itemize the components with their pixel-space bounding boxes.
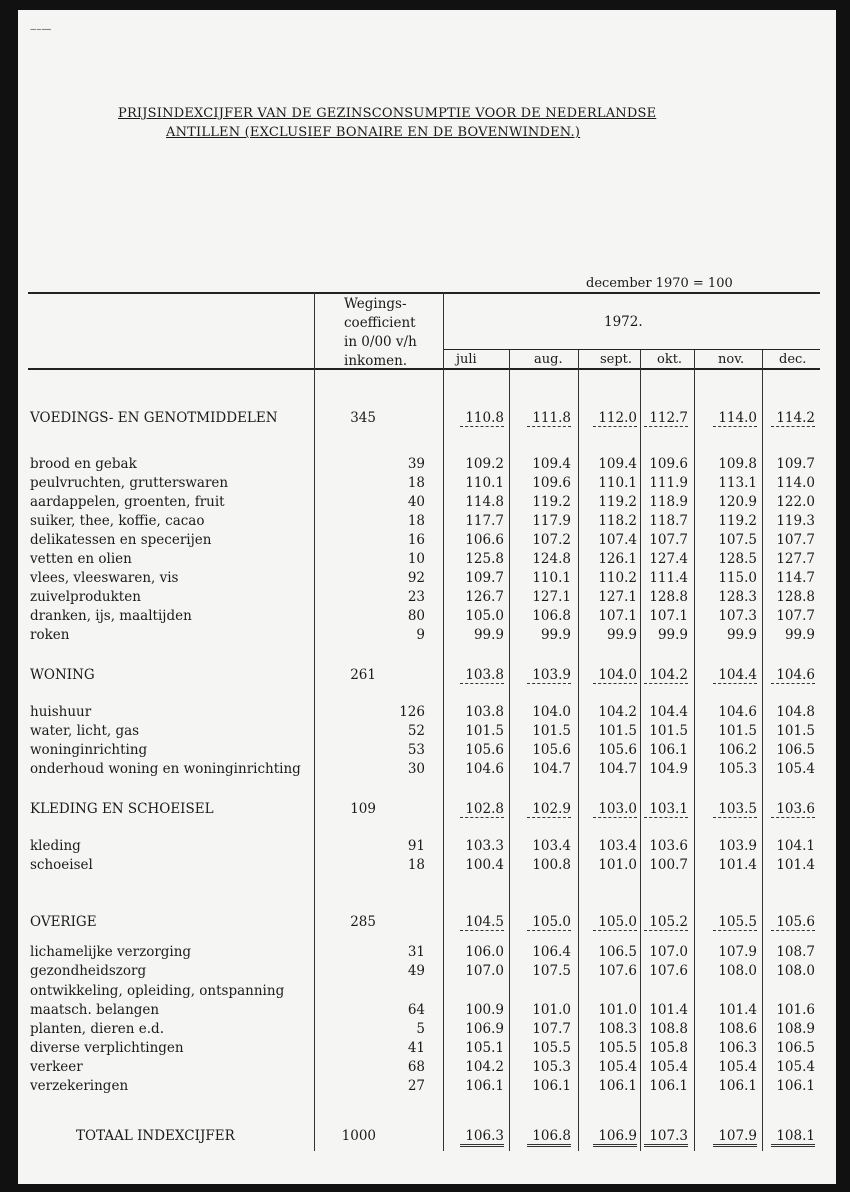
value-cell: 126.7 — [465, 589, 504, 605]
col-rule-nov — [694, 350, 695, 1151]
weight-cell: 1000 — [341, 1128, 376, 1144]
value-cell: 108.8 — [649, 1021, 688, 1037]
value-cell: 99.9 — [726, 627, 757, 643]
value-cell: 105.6 — [771, 914, 815, 931]
value-cell: 108.0 — [776, 963, 815, 979]
value-cell: 127.7 — [776, 551, 815, 567]
value-cell: 104.9 — [649, 761, 688, 777]
value-cell: 112.7 — [644, 410, 688, 427]
value-cell: 103.9 — [718, 838, 757, 854]
value-cell: 107.0 — [465, 963, 504, 979]
weight-cell: 39 — [407, 456, 425, 472]
value-cell: 107.9 — [713, 1128, 757, 1147]
value-cell: 107.1 — [598, 608, 637, 624]
value-cell: 106.1 — [649, 1078, 688, 1094]
value-cell: 104.1 — [776, 838, 815, 854]
value-cell: 107.7 — [776, 608, 815, 624]
value-cell: 114.0 — [713, 410, 757, 427]
value-cell: 111.8 — [527, 410, 571, 427]
value-cell: 101.5 — [649, 723, 688, 739]
value-cell: 106.8 — [527, 1128, 571, 1147]
row-label: verzekeringen — [30, 1078, 129, 1094]
value-cell: 103.4 — [532, 838, 571, 854]
weight-cell: 16 — [407, 532, 425, 548]
value-cell: 105.6 — [598, 742, 637, 758]
weight-cell: 9 — [416, 627, 425, 643]
value-cell: 107.7 — [649, 532, 688, 548]
col-rule-aug — [509, 350, 510, 1151]
value-cell: 106.1 — [465, 1078, 504, 1094]
value-cell: 103.9 — [527, 667, 571, 684]
value-cell: 109.4 — [598, 456, 637, 472]
weight-cell: 18 — [407, 513, 425, 529]
value-cell: 117.9 — [532, 513, 571, 529]
value-cell: 109.4 — [532, 456, 571, 472]
value-cell: 109.2 — [465, 456, 504, 472]
row-label: huishuur — [30, 704, 92, 720]
value-cell: 106.1 — [776, 1078, 815, 1094]
value-cell: 103.6 — [649, 838, 688, 854]
value-cell: 107.3 — [644, 1128, 688, 1147]
value-cell: 120.9 — [718, 494, 757, 510]
value-cell: 106.6 — [465, 532, 504, 548]
value-cell: 106.0 — [465, 944, 504, 960]
value-cell: 101.5 — [598, 723, 637, 739]
weight-cell: 10 — [407, 551, 425, 567]
value-cell: 107.3 — [718, 608, 757, 624]
value-cell: 99.9 — [540, 627, 571, 643]
weight-cell: 109 — [350, 801, 376, 817]
value-cell: 107.9 — [718, 944, 757, 960]
value-cell: 105.4 — [718, 1059, 757, 1075]
value-cell: 102.9 — [527, 801, 571, 818]
category-label: KLEDING EN SCHOEISEL — [30, 801, 214, 817]
category-label: TOTAAL INDEXCIJFER — [76, 1128, 235, 1144]
value-cell: 118.9 — [649, 494, 688, 510]
value-cell: 110.1 — [598, 475, 637, 491]
value-cell: 127.1 — [532, 589, 571, 605]
weight-cell: 92 — [407, 570, 425, 586]
category-label: VOEDINGS- EN GENOTMIDDELEN — [30, 410, 278, 426]
title-line-2: ANTILLEN (EXCLUSIEF BONAIRE EN DE BOVENWINDEN.) — [166, 125, 581, 140]
value-cell: 99.9 — [784, 627, 815, 643]
value-cell: 101.0 — [598, 857, 637, 873]
weight-cell: 23 — [407, 589, 425, 605]
value-cell: 118.2 — [598, 513, 637, 529]
value-cell: 105.0 — [527, 914, 571, 931]
value-cell: 117.7 — [465, 513, 504, 529]
value-cell: 104.2 — [644, 667, 688, 684]
value-cell: 115.0 — [718, 570, 757, 586]
value-cell: 100.8 — [532, 857, 571, 873]
row-label: brood en gebak — [30, 456, 137, 472]
row-label: zuivelprodukten — [30, 589, 141, 605]
weight-cell: 345 — [350, 410, 376, 426]
row-label: maatsch. belangen — [30, 1002, 160, 1018]
category-label: OVERIGE — [30, 914, 97, 930]
value-cell: 108.9 — [776, 1021, 815, 1037]
value-cell: 104.2 — [598, 704, 637, 720]
value-cell: 101.5 — [718, 723, 757, 739]
row-label: woninginrichting — [30, 742, 148, 758]
value-cell: 104.0 — [532, 704, 571, 720]
value-cell: 107.1 — [649, 608, 688, 624]
value-cell: 101.0 — [598, 1002, 637, 1018]
value-cell: 106.1 — [718, 1078, 757, 1094]
value-cell: 110.1 — [532, 570, 571, 586]
value-cell: 109.7 — [776, 456, 815, 472]
value-cell: 108.1 — [771, 1128, 815, 1147]
weight-cell: 30 — [407, 761, 425, 777]
row-label: lichamelijke verzorging — [30, 944, 192, 960]
value-cell: 99.9 — [606, 627, 637, 643]
row-label: delikatessen en specerijen — [30, 532, 212, 548]
value-cell: 104.7 — [598, 761, 637, 777]
value-cell: 128.8 — [649, 589, 688, 605]
value-cell: 108.6 — [718, 1021, 757, 1037]
weight-header-4: inkomen. — [344, 353, 408, 369]
weight-header-1: Wegings- — [344, 296, 407, 312]
table-header-rule — [28, 368, 820, 370]
value-cell: 106.1 — [598, 1078, 637, 1094]
row-label: kleding — [30, 838, 81, 854]
row-label: ontwikkeling, opleiding, ontspanning — [30, 983, 285, 999]
value-cell: 106.9 — [465, 1021, 504, 1037]
month-rule — [443, 349, 820, 350]
value-cell: 108.3 — [598, 1021, 637, 1037]
value-cell: 118.7 — [649, 513, 688, 529]
value-cell: 107.7 — [776, 532, 815, 548]
value-cell: 105.0 — [465, 608, 504, 624]
month-header: nov. — [718, 352, 745, 367]
value-cell: 104.6 — [718, 704, 757, 720]
value-cell: 127.4 — [649, 551, 688, 567]
value-cell: 106.5 — [598, 944, 637, 960]
row-label: dranken, ijs, maaltijden — [30, 608, 192, 624]
row-label: gezondheidszorg — [30, 963, 147, 979]
month-header: sept. — [600, 352, 633, 367]
col-rule-okt — [640, 350, 641, 1151]
value-cell: 106.3 — [460, 1128, 504, 1147]
row-label: vetten en olien — [30, 551, 132, 567]
value-cell: 114.0 — [776, 475, 815, 491]
value-cell: 101.5 — [465, 723, 504, 739]
weight-cell: 27 — [407, 1078, 425, 1094]
value-cell: 105.4 — [649, 1059, 688, 1075]
value-cell: 100.7 — [649, 857, 688, 873]
row-label: planten, dieren e.d. — [30, 1021, 164, 1037]
value-cell: 101.5 — [776, 723, 815, 739]
value-cell: 111.9 — [649, 475, 688, 491]
value-cell: 119.3 — [776, 513, 815, 529]
value-cell: 102.8 — [460, 801, 504, 818]
value-cell: 105.6 — [465, 742, 504, 758]
value-cell: 105.3 — [532, 1059, 571, 1075]
row-label: onderhoud woning en woninginrichting — [30, 761, 301, 777]
value-cell: 99.9 — [657, 627, 688, 643]
value-cell: 106.5 — [776, 742, 815, 758]
value-cell: 105.2 — [644, 914, 688, 931]
weight-cell: 18 — [407, 475, 425, 491]
value-cell: 105.4 — [776, 1059, 815, 1075]
value-cell: 101.6 — [776, 1002, 815, 1018]
value-cell: 105.3 — [718, 761, 757, 777]
value-cell: 103.5 — [713, 801, 757, 818]
value-cell: 109.6 — [532, 475, 571, 491]
weight-cell: 31 — [407, 944, 425, 960]
weight-cell: 126 — [399, 704, 425, 720]
value-cell: 125.8 — [465, 551, 504, 567]
table-top-rule — [28, 292, 820, 294]
weight-cell: 18 — [407, 857, 425, 873]
value-cell: 107.7 — [532, 1021, 571, 1037]
value-cell: 105.6 — [532, 742, 571, 758]
value-cell: 110.8 — [460, 410, 504, 427]
value-cell: 106.5 — [776, 1040, 815, 1056]
value-cell: 107.0 — [649, 944, 688, 960]
weight-header-3: in 0/00 v/h — [344, 334, 417, 350]
value-cell: 105.8 — [649, 1040, 688, 1056]
value-cell: 107.5 — [718, 532, 757, 548]
value-cell: 104.6 — [771, 667, 815, 684]
row-label: suiker, thee, koffie, cacao — [30, 513, 205, 529]
value-cell: 103.8 — [465, 704, 504, 720]
value-cell: 109.7 — [465, 570, 504, 586]
weight-header-2: coefficient — [344, 315, 416, 331]
category-label: WONING — [30, 667, 95, 683]
col-rule-dec — [762, 350, 763, 1151]
value-cell: 128.3 — [718, 589, 757, 605]
value-cell: 126.1 — [598, 551, 637, 567]
month-header: aug. — [534, 352, 563, 367]
value-cell: 100.4 — [465, 857, 504, 873]
value-cell: 114.2 — [771, 410, 815, 427]
value-cell: 119.2 — [532, 494, 571, 510]
value-cell: 109.8 — [718, 456, 757, 472]
month-header: juli — [456, 352, 477, 367]
weight-cell: 64 — [407, 1002, 425, 1018]
value-cell: 103.6 — [771, 801, 815, 818]
row-label: diverse verplichtingen — [30, 1040, 184, 1056]
col-rule-sept — [578, 350, 579, 1151]
value-cell: 101.0 — [532, 1002, 571, 1018]
value-cell: 106.1 — [649, 742, 688, 758]
value-cell: 103.0 — [593, 801, 637, 818]
value-cell: 127.1 — [598, 589, 637, 605]
value-cell: 105.5 — [713, 914, 757, 931]
value-cell: 105.0 — [593, 914, 637, 931]
value-cell: 101.4 — [718, 857, 757, 873]
value-cell: 103.4 — [598, 838, 637, 854]
value-cell: 104.4 — [713, 667, 757, 684]
value-cell: 103.1 — [644, 801, 688, 818]
value-cell: 101.4 — [649, 1002, 688, 1018]
value-cell: 105.5 — [532, 1040, 571, 1056]
value-cell: 104.5 — [460, 914, 504, 931]
value-cell: 101.4 — [776, 857, 815, 873]
value-cell: 99.9 — [473, 627, 504, 643]
weight-cell: 285 — [350, 914, 376, 930]
value-cell: 114.8 — [465, 494, 504, 510]
weight-cell: 40 — [407, 494, 425, 510]
weight-cell: 261 — [350, 667, 376, 683]
value-cell: 122.0 — [776, 494, 815, 510]
month-header: dec. — [779, 352, 807, 367]
value-cell: 106.3 — [718, 1040, 757, 1056]
value-cell: 114.7 — [776, 570, 815, 586]
value-cell: 119.2 — [718, 513, 757, 529]
value-cell: 107.6 — [649, 963, 688, 979]
value-cell: 104.0 — [593, 667, 637, 684]
value-cell: 106.2 — [718, 742, 757, 758]
value-cell: 103.8 — [460, 667, 504, 684]
value-cell: 110.2 — [598, 570, 637, 586]
value-cell: 105.1 — [465, 1040, 504, 1056]
value-cell: 103.3 — [465, 838, 504, 854]
value-cell: 112.0 — [593, 410, 637, 427]
scan-mark: ‒–— — [30, 24, 52, 35]
value-cell: 104.4 — [649, 704, 688, 720]
value-cell: 105.5 — [598, 1040, 637, 1056]
value-cell: 107.5 — [532, 963, 571, 979]
value-cell: 109.6 — [649, 456, 688, 472]
value-cell: 106.8 — [532, 608, 571, 624]
value-cell: 106.4 — [532, 944, 571, 960]
value-cell: 124.8 — [532, 551, 571, 567]
value-cell: 128.8 — [776, 589, 815, 605]
value-cell: 105.4 — [598, 1059, 637, 1075]
value-cell: 128.5 — [718, 551, 757, 567]
weight-cell: 68 — [407, 1059, 425, 1075]
value-cell: 106.1 — [532, 1078, 571, 1094]
value-cell: 104.2 — [465, 1059, 504, 1075]
value-cell: 110.1 — [465, 475, 504, 491]
value-cell: 104.7 — [532, 761, 571, 777]
weight-cell: 5 — [416, 1021, 425, 1037]
value-cell: 101.5 — [532, 723, 571, 739]
base-note: december 1970 = 100 — [586, 276, 733, 291]
value-cell: 104.6 — [465, 761, 504, 777]
value-cell: 106.9 — [593, 1128, 637, 1147]
col-rule-weight — [443, 293, 444, 1151]
weight-cell: 52 — [407, 723, 425, 739]
value-cell: 111.4 — [649, 570, 688, 586]
year-header: 1972. — [604, 314, 643, 330]
weight-cell: 41 — [407, 1040, 425, 1056]
row-label: vlees, vleeswaren, vis — [30, 570, 179, 586]
month-header: okt. — [657, 352, 683, 367]
value-cell: 108.7 — [776, 944, 815, 960]
col-rule-label — [314, 293, 315, 1151]
row-label: roken — [30, 627, 70, 643]
row-label: schoeisel — [30, 857, 93, 873]
value-cell: 101.4 — [718, 1002, 757, 1018]
title-line-1: PRIJSINDEXCIJFER VAN DE GEZINSCONSUMPTIE VOOR DE NEDERLANDSE — [118, 106, 657, 121]
value-cell: 113.1 — [718, 475, 757, 491]
row-label: aardappelen, groenten, fruit — [30, 494, 225, 510]
value-cell: 107.4 — [598, 532, 637, 548]
weight-cell: 91 — [407, 838, 425, 854]
row-label: verkeer — [30, 1059, 83, 1075]
row-label: peulvruchten, grutterswaren — [30, 475, 229, 491]
value-cell: 104.8 — [776, 704, 815, 720]
value-cell: 119.2 — [598, 494, 637, 510]
value-cell: 105.4 — [776, 761, 815, 777]
value-cell: 108.0 — [718, 963, 757, 979]
weight-cell: 49 — [407, 963, 425, 979]
row-label: water, licht, gas — [30, 723, 140, 739]
weight-cell: 80 — [407, 608, 425, 624]
value-cell: 100.9 — [465, 1002, 504, 1018]
value-cell: 107.2 — [532, 532, 571, 548]
weight-cell: 53 — [407, 742, 425, 758]
value-cell: 107.6 — [598, 963, 637, 979]
